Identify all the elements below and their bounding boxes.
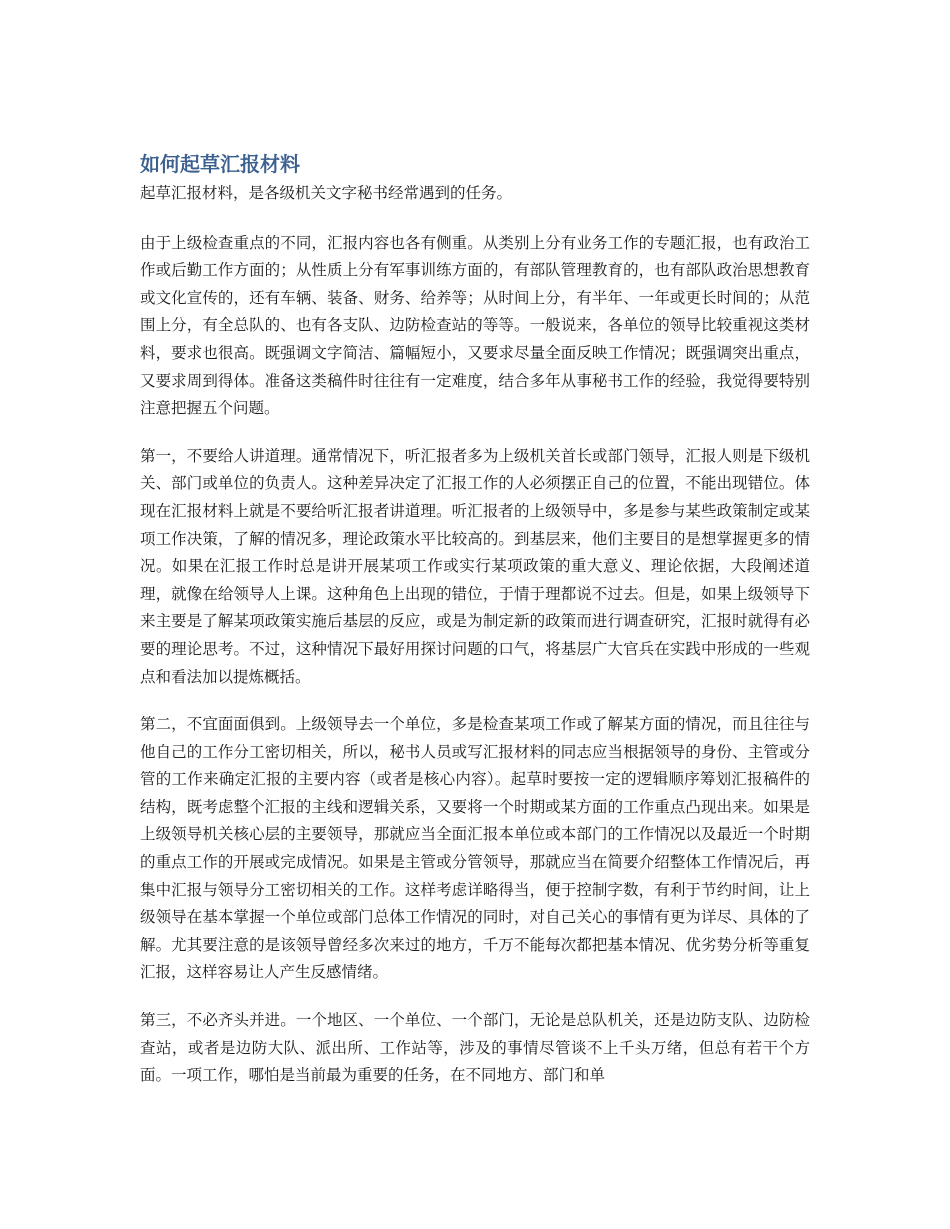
body-paragraph-point-one: 第一，不要给人讲道理。通常情况下，听汇报者多为上级机关首长或部门领导，汇报人则是下级机关、部门或单位的负责人。这种差异决定了汇报工作的人必须摆正自己的位置，不能出现错位。体现在汇报材料上就是不要给听汇报者讲道理。听汇报者的上级领导中，多是参与某些政策制定或某项工作决策，了解的情况多，理论政策水平比较高的。到基层来，他们主要目的是想掌握更多的情况。如果在汇报工作时总是讲开展某项工作或实行某项政策的重大意义、理论依据，大段阐述道理，就像在给领导人上课。这种角色上出现的错位，于情于理都说不过去。但是，如果上级领导下来主要是了解某项政策实施后基层的反应，或是为制定新的政策而进行调查研究，汇报时就得有必要的理论思考。不过，这种情况下最好用探讨问题的口气，将基层广大官兵在实践中形成的一些观点和看法加以提炼概括。 <box>140 446 810 686</box>
document-title: 如何起草汇报材料 <box>140 152 300 176</box>
body-paragraph-point-two: 第二，不宜面面俱到。上级领导去一个单位，多是检查某项工作或了解某方面的情况，而且往往与他自己的工作分工密切相关，所以，秘书人员或写汇报材料的同志应当根据领导的身份、主管或分管的工作来确定汇报的主要内容（或者是核心内容）。起草时要按一定的逻辑顺序筹划汇报稿件的结构，既考虑整个汇报的主线和逻辑关系，又要将一个时期或某方面的工作重点凸现出来。如果是上级领导机关核心层的主要领导，那就应当全面汇报本单位或本部门的工作情况以及最近一个时期的重点工作的开展或完成情况。如果是主管或分管领导，那就应当在简要介绍整体工作情况后，再集中汇报与领导分工密切相关的工作。这样考虑详略得当，便于控制字数，有利于节约时间，让上级领导在基本掌握一个单位或部门总体工作情况的同时，对自己关心的事情有更为详尽、具体的了解。尤其要注意的是该领导曾经多次来过的地方，千万不能每次都把基本情况、优劣势分析等重复汇报，这样容易让人产生反感情绪。 <box>140 715 810 982</box>
body-paragraph-overview: 由于上级检查重点的不同，汇报内容也各有侧重。从类别上分有业务工作的专题汇报，也有政治工作或后勤工作方面的；从性质上分有军事训练方面的，有部队管理教育的，也有部队政治思想教育或文化宣传的，还有车辆、装备、财务、给养等；从时间上分，有半年、一年或更长时间的；从范围上分，有全总队的、也有各支队、边防检查站的等等。一般说来，各单位的领导比较重视这类材料，要求也很高。既强调文字简洁、篇幅短小，又要求尽量全面反映工作情况；既强调突出重点，又要求周到得体。准备这类稿件时往往有一定难度，结合多年从事秘书工作的经验，我觉得要特别注意把握五个问题。 <box>140 233 810 418</box>
document-page <box>140 148 810 1110</box>
intro-paragraph: 起草汇报材料，是各级机关文字秘书经常遇到的任务。 <box>140 184 513 202</box>
body-paragraph-point-three: 第三，不必齐头并进。一个地区、一个单位、一个部门，无论是总队机关，还是边防支队、边防检查站，或者是边防大队、派出所、工作站等，涉及的事情尽管谈不上千头万绪，但总有若干个方面。一项工作，哪怕是当前最为重要的任务，在不同地方、部门和单 <box>140 1011 810 1085</box>
